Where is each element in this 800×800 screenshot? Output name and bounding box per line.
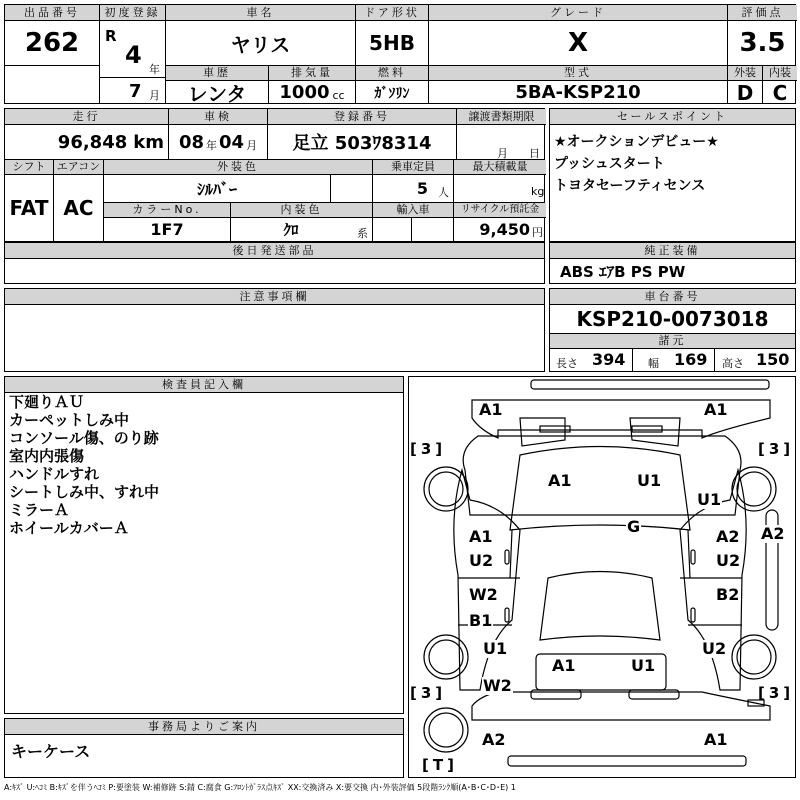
inspector-line: コンソール傷、のり跡 — [9, 429, 159, 447]
damage-mark: A1 — [479, 400, 503, 419]
inspector-line: シートしみ中、すれ中 — [9, 483, 160, 501]
ext-score: D — [736, 80, 754, 105]
office-label: 事務局よりご案内 — [5, 719, 403, 735]
import-label: 輸入車 — [373, 203, 453, 218]
history-value: レンタ — [187, 82, 247, 106]
plate-value: 足立 503ﾜ8314 — [292, 133, 432, 154]
recycle-value: 9,450 — [479, 220, 530, 239]
recycle-unit: 円 — [532, 225, 543, 239]
height-value: 150 — [756, 350, 790, 369]
damage-mark: U1 — [697, 490, 722, 509]
damage-mark: U1 — [637, 471, 662, 490]
grade-value: X — [567, 28, 589, 58]
history-label: 車歴 — [166, 66, 268, 81]
notes-label: 注意事項欄 — [5, 289, 544, 305]
color-label: 外装色 — [104, 160, 372, 175]
damage-mark: U2 — [716, 551, 741, 570]
width-value: 169 — [674, 350, 708, 369]
damage-mark: U2 — [702, 639, 727, 658]
plate-label: 登録番号 — [268, 109, 456, 125]
name-label: 車名 — [166, 5, 355, 21]
capacity-label: 乗車定員 — [373, 160, 453, 175]
damage-mark: A1 — [704, 400, 728, 419]
inspector-line: ホイールカバーＡ — [9, 519, 129, 537]
lot-label: 出品番号 — [5, 5, 99, 21]
inspect-label: 車検 — [169, 109, 267, 125]
damage-mark: G — [627, 517, 641, 536]
intcolor-unit: 系 — [357, 227, 368, 240]
car-name: ヤリス — [230, 32, 291, 57]
damage-mark: A1 — [704, 730, 728, 749]
load-unit: kg — [531, 185, 545, 198]
disp-value: 1000 — [279, 82, 330, 103]
inspector-line: カーペットしみ中 — [9, 411, 130, 429]
shift-value: FAT — [9, 196, 49, 220]
chassis-label: 車台番号 — [550, 289, 795, 305]
reg-month-unit: 月 — [149, 89, 160, 102]
capacity-value: 5 — [416, 179, 428, 198]
rating-bracket: [3] — [410, 684, 447, 702]
length-value: 394 — [592, 350, 626, 369]
inspect-month-unit: 月 — [246, 139, 258, 152]
damage-mark: A2 — [716, 527, 740, 546]
reg-year: 4 — [125, 41, 142, 69]
ac-label: エアコン — [54, 160, 103, 175]
reg-label: 初度登録 — [100, 5, 165, 21]
int-score: C — [772, 80, 788, 105]
rating-bracket: [3] — [758, 684, 795, 702]
damage-mark: B2 — [716, 585, 740, 604]
rating-bracket: [3] — [758, 440, 795, 458]
legend: A:ｷｽﾞ U:ﾍｺﾐ B:ｷｽﾞを伴うﾍｺﾐ P:要塗装 W:補修跡 S:錆 C:腐食 G:ﾌﾛﾝﾄｶﾞﾗｽ点ｷｽﾞ XX:交換済み X:要交換 内･外装評価 5段階ﾗﾝｸ順(A･B･C･D･E) 1 — [4, 783, 516, 792]
capacity-unit: 人 — [438, 185, 449, 199]
inspector-line: 室内内張傷 — [9, 447, 85, 465]
inspector-line: 下廻りＡＵ — [9, 393, 85, 411]
ext-label: 外装 — [728, 66, 762, 81]
transfer-month: 月 — [497, 147, 508, 160]
door-type: 5HB — [369, 31, 415, 55]
inspect-year: 08 — [178, 131, 204, 153]
reg-month: 7 — [129, 81, 142, 102]
damage-mark: A2 — [761, 524, 785, 543]
damage-mark: B1 — [469, 611, 493, 630]
intcolor-value: ｸﾛ — [283, 221, 299, 239]
damage-mark: A2 — [482, 730, 506, 749]
load-label: 最大積載量 — [454, 160, 546, 175]
damage-mark: W2 — [469, 585, 498, 604]
damage-mark: U2 — [469, 551, 494, 570]
spec-label: 諸元 — [550, 334, 795, 349]
equip-label: 純正装備 — [550, 243, 795, 259]
inspect-month: 04 — [219, 131, 245, 153]
transfer-day: 日 — [529, 147, 540, 160]
colorno-label: カラーNo. — [104, 203, 230, 218]
lot-number: 262 — [24, 28, 80, 58]
int-label: 内装 — [763, 66, 797, 81]
ac-value: AC — [63, 196, 94, 220]
reg-era: R — [105, 27, 117, 45]
later-parts-label: 後日発送部品 — [5, 243, 544, 259]
sales-line: トヨタセーフティセンス — [554, 178, 706, 194]
reg-year-unit: 年 — [149, 63, 160, 76]
inspector-line: ハンドルすれ — [9, 465, 100, 483]
shift-label: シフト — [5, 160, 53, 175]
sales-label: セールスポイント — [550, 109, 795, 125]
model-label: 型式 — [429, 66, 727, 81]
km-value: 96,848 — [57, 131, 128, 153]
score-label: 評価点 — [728, 5, 797, 21]
sales-line: ★オークションデビュー★ — [554, 134, 719, 150]
intcolor-label: 内装色 — [231, 203, 372, 218]
length-label: 長さ — [556, 357, 578, 370]
door-label: ドア形状 — [356, 5, 428, 21]
damage-mark: U1 — [483, 639, 508, 658]
height-label: 高さ — [722, 357, 744, 370]
sales-line: プッシュスタート — [554, 156, 665, 172]
fuel-label: 燃料 — [356, 66, 428, 81]
disp-label: 排気量 — [269, 66, 355, 81]
damage-mark: U1 — [631, 656, 656, 675]
chassis-value: KSP210-0073018 — [576, 307, 769, 331]
colorno-value: 1F7 — [150, 220, 184, 239]
color-value: ｼﾙﾊﾞｰ — [196, 180, 237, 199]
rating-bracket: [3] — [410, 440, 447, 458]
km-unit: km — [133, 131, 164, 153]
damage-mark: W2 — [483, 676, 512, 695]
rating-bracket: [T] — [422, 756, 458, 774]
inspect-year-unit: 年 — [206, 139, 217, 152]
damage-mark: A1 — [469, 527, 493, 546]
fuel-value: ｶﾞｿﾘﾝ — [374, 85, 410, 102]
model-value: 5BA-KSP210 — [515, 82, 641, 103]
inspector-line: ミラーＡ — [9, 501, 70, 519]
grade-label: グレード — [429, 5, 727, 21]
score-value: 3.5 — [739, 28, 786, 58]
width-label: 幅 — [648, 357, 659, 370]
damage-mark: A1 — [548, 471, 572, 490]
transfer-label: 譲渡書類期限 — [457, 109, 546, 125]
inspector-label: 検査員記入欄 — [5, 377, 403, 393]
recycle-label: リサイクル預託金 — [454, 203, 546, 218]
damage-mark: A1 — [552, 656, 576, 675]
office-value: キーケース — [11, 742, 91, 761]
equip-value: ABS ｴｱB PS PW — [560, 263, 686, 281]
km-label: 走行 — [5, 109, 168, 125]
disp-unit: cc — [332, 89, 345, 102]
